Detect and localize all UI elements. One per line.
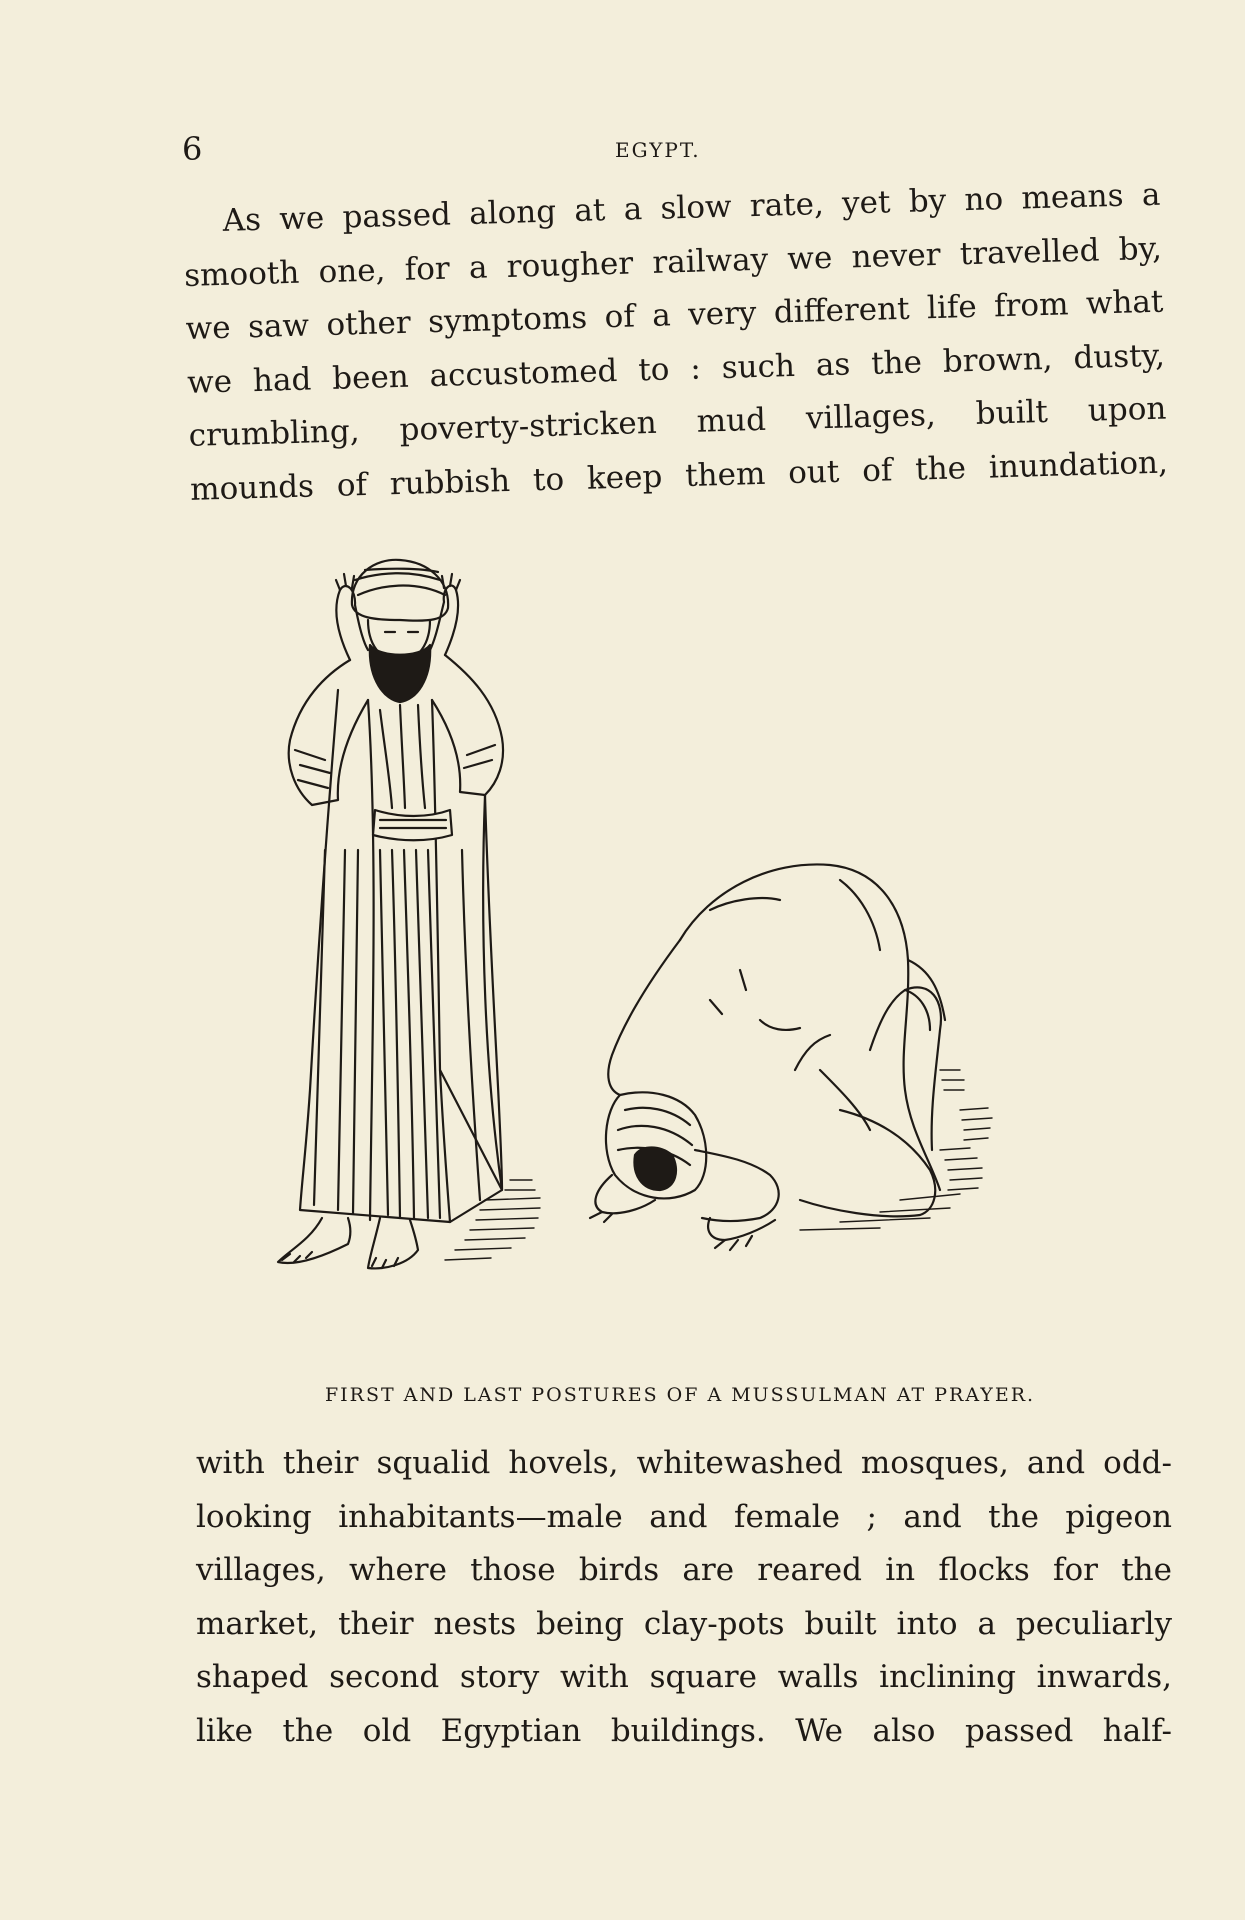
text-line: As we passed along at a slow rate, yet by no means a — [222, 176, 1161, 239]
page-number: 6 — [182, 130, 203, 168]
figure-caption: FIRST AND LAST POSTURES OF A MUSSULMAN AT PRAYER. — [324, 1384, 1036, 1406]
text-line: we had been accustomed to : such as the brown, dusty, — [186, 337, 1166, 401]
text-line: smooth one, for a rougher railway we never travelled by, — [183, 230, 1163, 294]
text-line: market, their nests being clay-pots built into a peculiarly — [196, 1605, 1172, 1642]
prayer-postures-illustration — [240, 550, 1120, 1350]
text-line: we saw other symptoms of a very different life from what — [185, 283, 1164, 347]
text-line: with their squalid hovels, whitewashed mosques, and odd- — [196, 1445, 1172, 1481]
text-line: like the old Egyptian buildings. We also passed half- — [196, 1712, 1172, 1749]
text-line: villages, where those birds are reared in flocks for the — [196, 1552, 1172, 1588]
standing-figure — [278, 560, 540, 1269]
text-line: mounds of rubbish to keep them out of the inundation, — [189, 444, 1169, 508]
text-line: crumbling, poverty-stricken mud villages, built upon — [188, 390, 1167, 454]
paragraph-top — [182, 169, 1169, 517]
prostrate-figure — [590, 864, 992, 1250]
running-head: EGYPT. — [615, 138, 701, 162]
text-line: looking inhabitants—male and female ; and the pigeon — [196, 1498, 1172, 1535]
text-line: shaped second story with square walls inclining inwards, — [196, 1659, 1172, 1695]
paragraph-bottom — [196, 1437, 1172, 1758]
